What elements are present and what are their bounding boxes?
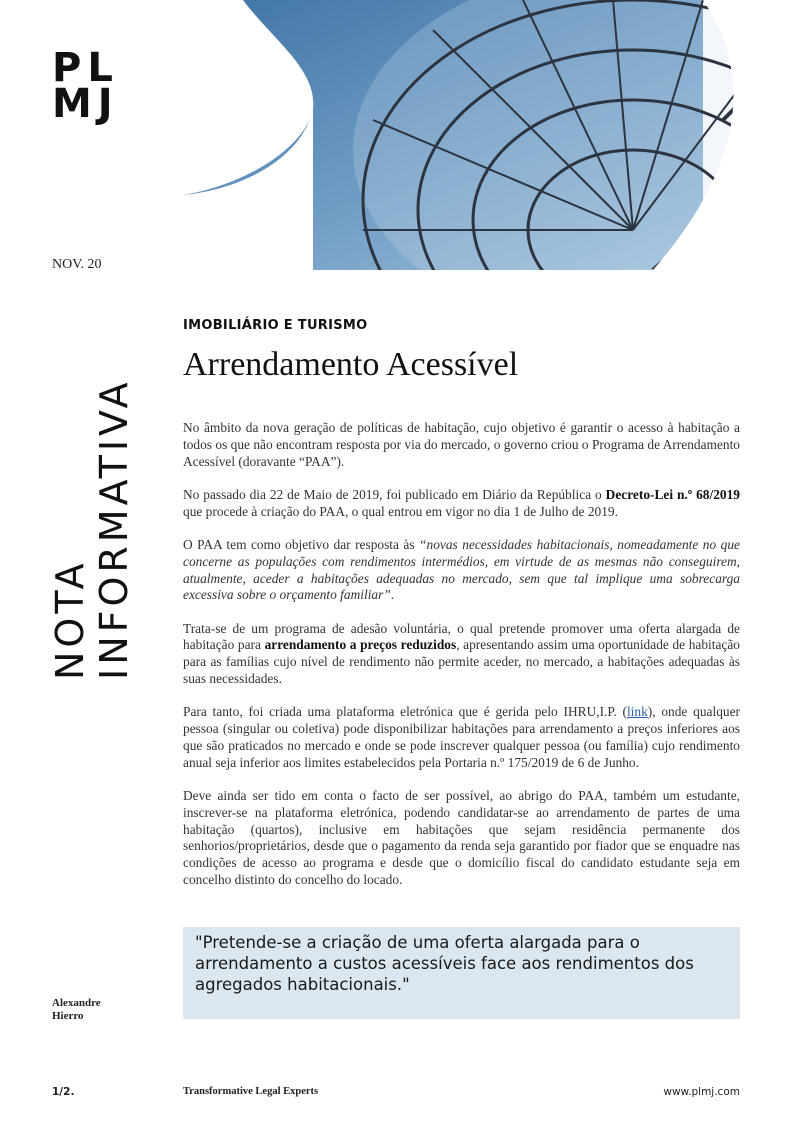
pull-quote: "Pretende-se a criação de uma oferta alargada para o arrendamento a custos acessíveis face aos rendimentos dos agregados habitacionais." [183,927,740,1019]
issue-date: NOV. 20 [52,257,102,272]
paragraph-3-quote: “novas necessidades habitacionais, nomeadamente no que concerne as populações com rendimentos intermédios, em virtude de as mesmas não conseguirem, atualmente, aceder a habitações adequadas no mercado, sem que tal implique uma sobrecarga excessiva sobre o orçamento familiar” [183,536,740,603]
paragraph-5-text-end: ), onde qualquer pessoa (singular ou coletiva) pode disponibilizar habitações para arrendamento a preços inferiores aos que são praticados no mercado e onde se pode inscrever qualquer pessoa (ou família) cujo rendimento anual seja inferior aos limites estabelecidos pela Portaria n.º 175/2019 de 6 de Junho. [183,704,740,770]
vertical-title-line-2: INFORMATIVA [92,378,136,680]
paragraph-4-text-end: , apresentando assim uma oportunidade de habitação para as famílias cujo nível de rendimento não permite aceder, no mercado, a habitações adequadas às suas necessidades. [183,637,740,687]
plmj-logo [52,45,119,127]
page-number: 1/2. [52,1086,75,1098]
paragraph-3 [183,537,740,604]
paragraph-1: No âmbito da nova geração de políticas de habitação, cujo objetivo é garantir o acesso à habitação a todos os que não encontram resposta por via do mercado, o governo criou o Programa de Arrendamento Acessível (doravante “PAA”). [183,420,740,469]
paragraph-5-text: Para tanto, foi criada uma plataforma eletrónica que é gerida pelo IHRU,I.P. ( [183,704,627,720]
article-body [183,420,740,905]
paragraph-3-text: O PAA tem como objetivo dar resposta às [183,536,420,552]
author-first-name: Alexandre [52,997,101,1009]
page-title: Arrendamento Acessível [183,346,519,383]
author-name [52,997,101,1023]
footer-website-link[interactable]: www.plmj.com [663,1086,740,1098]
paragraph-4-emphasis: arrendamento a preços reduzidos [264,637,457,653]
footer-tagline: Transformative Legal Experts [183,1086,319,1097]
ihru-link[interactable]: link [626,704,648,720]
hero-image-antenna [183,0,800,270]
paragraph-4 [183,621,740,688]
paragraph-4-text: Trata-se de um programa de adesão voluntária, o qual pretende promover uma oferta alargada de habitação para [183,620,740,653]
decree-reference: Decreto-Lei n.º 68/2019 [605,486,740,502]
vertical-title-line-1: NOTA [48,559,92,680]
paragraph-2-text: No passado dia 22 de Maio de 2019, foi publicado em Diário da República o [183,486,606,502]
section-label: IMOBILIÁRIO E TURISMO [183,318,368,333]
paragraph-2-text-end: que procede à criação do PAA, o qual entrou em vigor no dia 1 de Julho de 2019. [183,503,618,519]
logo-line-2: MJ [52,81,119,127]
paragraph-3-text-end: . [390,587,395,603]
logo-line-1: PL [52,45,119,91]
paragraph-2 [183,487,740,521]
nota-informativa-title [48,300,136,680]
paragraph-5 [183,704,740,771]
author-last-name: Hierro [52,1010,84,1022]
paragraph-6: Deve ainda ser tido em conta o facto de ser possível, ao abrigo do PAA, também um estudante, inscrever-se na plataforma eletrónica, podendo candidatar-se ao arrendamento de partes de uma habitação (quartos), inclusive em habitações que sejam residência permanente dos senhorios/proprietários, desde que o pagamento da renda seja garantido por fiador que se enquadre nas condições de acesso ao programa e desde que o domicílio fiscal do candidato estudante seja em concelho distinto do concelho do locado. [183,788,740,888]
